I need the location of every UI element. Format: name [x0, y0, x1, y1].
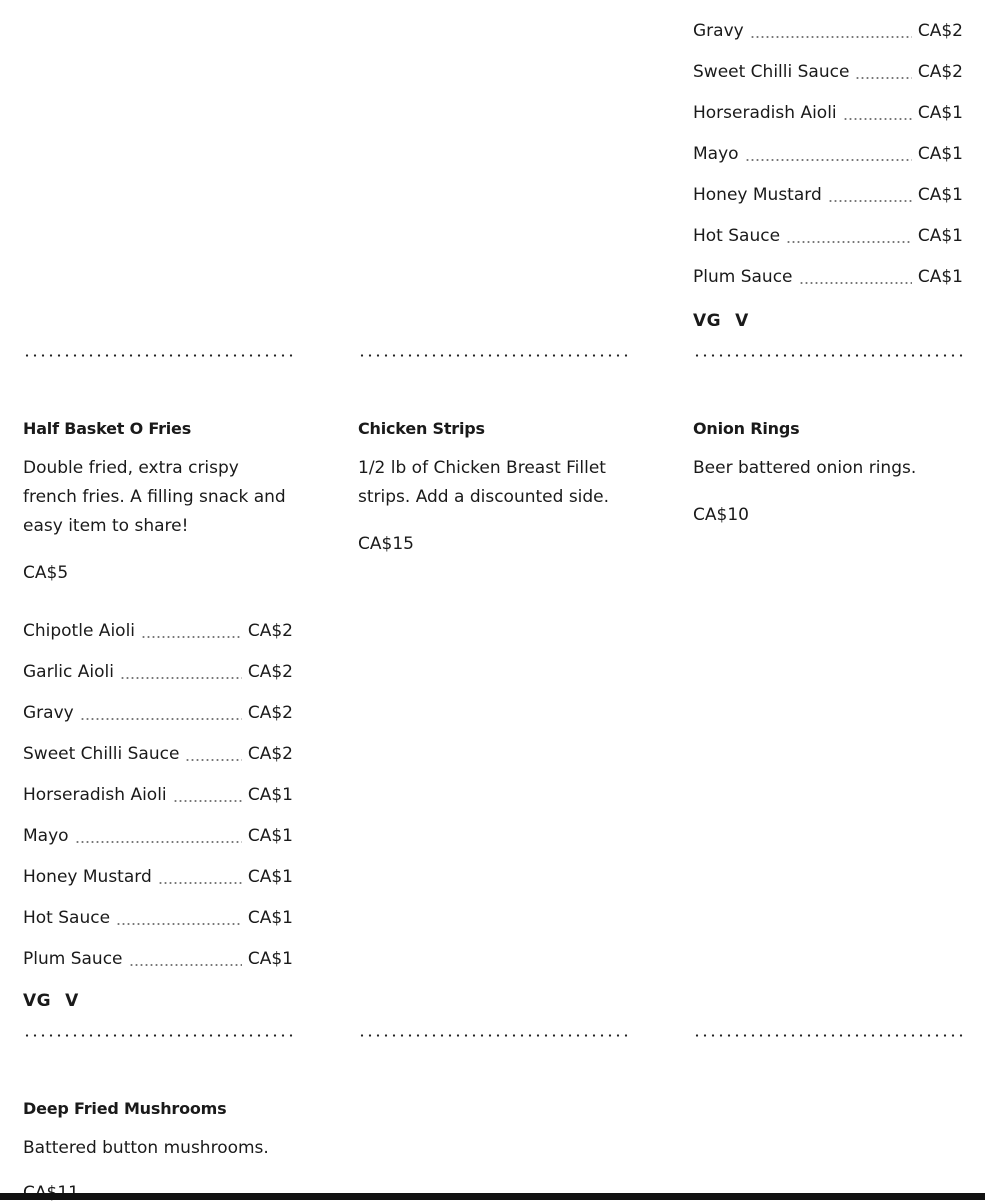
option-price: CA$2 — [917, 62, 963, 82]
dotted-leader — [786, 241, 912, 243]
option-price: CA$1 — [917, 226, 963, 246]
dotted-leader — [75, 841, 242, 843]
option-price: CA$1 — [247, 949, 293, 969]
top-right-options-list — [693, 0, 963, 287]
option-row[interactable] — [23, 887, 293, 928]
option-name: Sweet Chilli Sauce — [693, 62, 850, 82]
item-description-deep-fried-mushrooms: Battered button mushrooms. — [23, 1138, 269, 1158]
option-row[interactable] — [23, 928, 293, 969]
item-description-onion-rings: Beer battered onion rings. — [693, 458, 917, 478]
option-price: CA$1 — [247, 908, 293, 928]
dotted-leader — [185, 759, 241, 761]
top-right-tags — [693, 311, 763, 331]
dotted-leader — [843, 118, 912, 120]
dotted-leader — [158, 882, 242, 884]
vegetarian-tag: V — [735, 311, 749, 331]
option-row[interactable] — [693, 164, 963, 205]
option-name: Mayo — [23, 826, 69, 846]
dotted-leader — [828, 200, 912, 202]
option-name: Garlic Aioli — [23, 662, 114, 682]
option-price: CA$2 — [247, 744, 293, 764]
option-row[interactable] — [23, 846, 293, 887]
item-title-onion-rings[interactable]: Onion Rings — [693, 419, 800, 438]
option-name: Plum Sauce — [23, 949, 123, 969]
dotted-leader — [750, 36, 912, 38]
option-name: Plum Sauce — [693, 267, 793, 287]
option-name: Sweet Chilli Sauce — [23, 744, 180, 764]
option-row[interactable] — [693, 246, 963, 287]
dotted-leader — [120, 677, 242, 679]
dotted-leader — [745, 159, 912, 161]
dotted-leader — [116, 923, 242, 925]
option-row[interactable] — [693, 41, 963, 82]
dotted-leader — [855, 77, 911, 79]
option-row[interactable] — [23, 805, 293, 846]
half-basket-tags — [23, 991, 93, 1011]
divider — [23, 1034, 293, 1037]
option-price: CA$1 — [917, 185, 963, 205]
divider — [693, 354, 963, 357]
half-basket-options-list — [23, 600, 293, 969]
option-price: CA$1 — [247, 785, 293, 805]
divider — [358, 1034, 628, 1037]
item-description-chicken-strips: 1/2 lb of Chicken Breast Fillet strips. Add a discounted side. — [358, 458, 610, 507]
item-price-half-basket: CA$5 — [23, 563, 69, 583]
item-title-chicken-strips[interactable]: Chicken Strips — [358, 419, 485, 438]
option-name: Gravy — [693, 21, 744, 41]
option-name: Hot Sauce — [693, 226, 781, 246]
item-description-half-basket: Double fried, extra crispy french fries. A filling snack and easy item to share! — [23, 458, 286, 536]
option-price: CA$1 — [247, 867, 293, 887]
option-price: CA$2 — [917, 21, 963, 41]
dotted-leader — [173, 800, 242, 802]
option-name: Mayo — [693, 144, 739, 164]
dotted-leader — [80, 718, 242, 720]
option-price: CA$2 — [247, 662, 293, 682]
option-row[interactable] — [693, 205, 963, 246]
item-price-chicken-strips: CA$15 — [358, 534, 414, 554]
dotted-leader — [799, 282, 912, 284]
option-row[interactable] — [23, 682, 293, 723]
bottom-bar — [0, 1193, 985, 1200]
item-title-half-basket[interactable]: Half Basket O Fries — [23, 419, 192, 438]
option-row[interactable] — [23, 641, 293, 682]
option-name: Horseradish Aioli — [23, 785, 167, 805]
option-row[interactable] — [693, 82, 963, 123]
option-name: Honey Mustard — [23, 867, 152, 887]
option-price: CA$1 — [917, 144, 963, 164]
option-price: CA$1 — [917, 103, 963, 123]
option-row[interactable] — [23, 600, 293, 641]
divider — [23, 354, 293, 357]
option-price: CA$2 — [247, 703, 293, 723]
divider — [358, 354, 628, 357]
option-price: CA$1 — [247, 826, 293, 846]
vegetarian-tag: V — [65, 991, 79, 1011]
dotted-leader — [141, 636, 242, 638]
option-price: CA$1 — [917, 267, 963, 287]
vegan-tag: VG — [23, 991, 52, 1011]
option-price: CA$2 — [247, 621, 293, 641]
option-name: Chipotle Aioli — [23, 621, 136, 641]
option-name: Gravy — [23, 703, 74, 723]
option-name: Honey Mustard — [693, 185, 822, 205]
option-name: Horseradish Aioli — [693, 103, 837, 123]
option-row[interactable] — [23, 723, 293, 764]
option-name: Hot Sauce — [23, 908, 111, 928]
item-price-onion-rings: CA$10 — [693, 505, 749, 525]
item-title-deep-fried-mushrooms[interactable]: Deep Fried Mushrooms — [23, 1099, 227, 1118]
option-row[interactable] — [693, 0, 963, 41]
option-row[interactable] — [23, 764, 293, 805]
dotted-leader — [129, 964, 242, 966]
option-row[interactable] — [693, 123, 963, 164]
divider — [693, 1034, 963, 1037]
vegan-tag: VG — [693, 311, 722, 331]
